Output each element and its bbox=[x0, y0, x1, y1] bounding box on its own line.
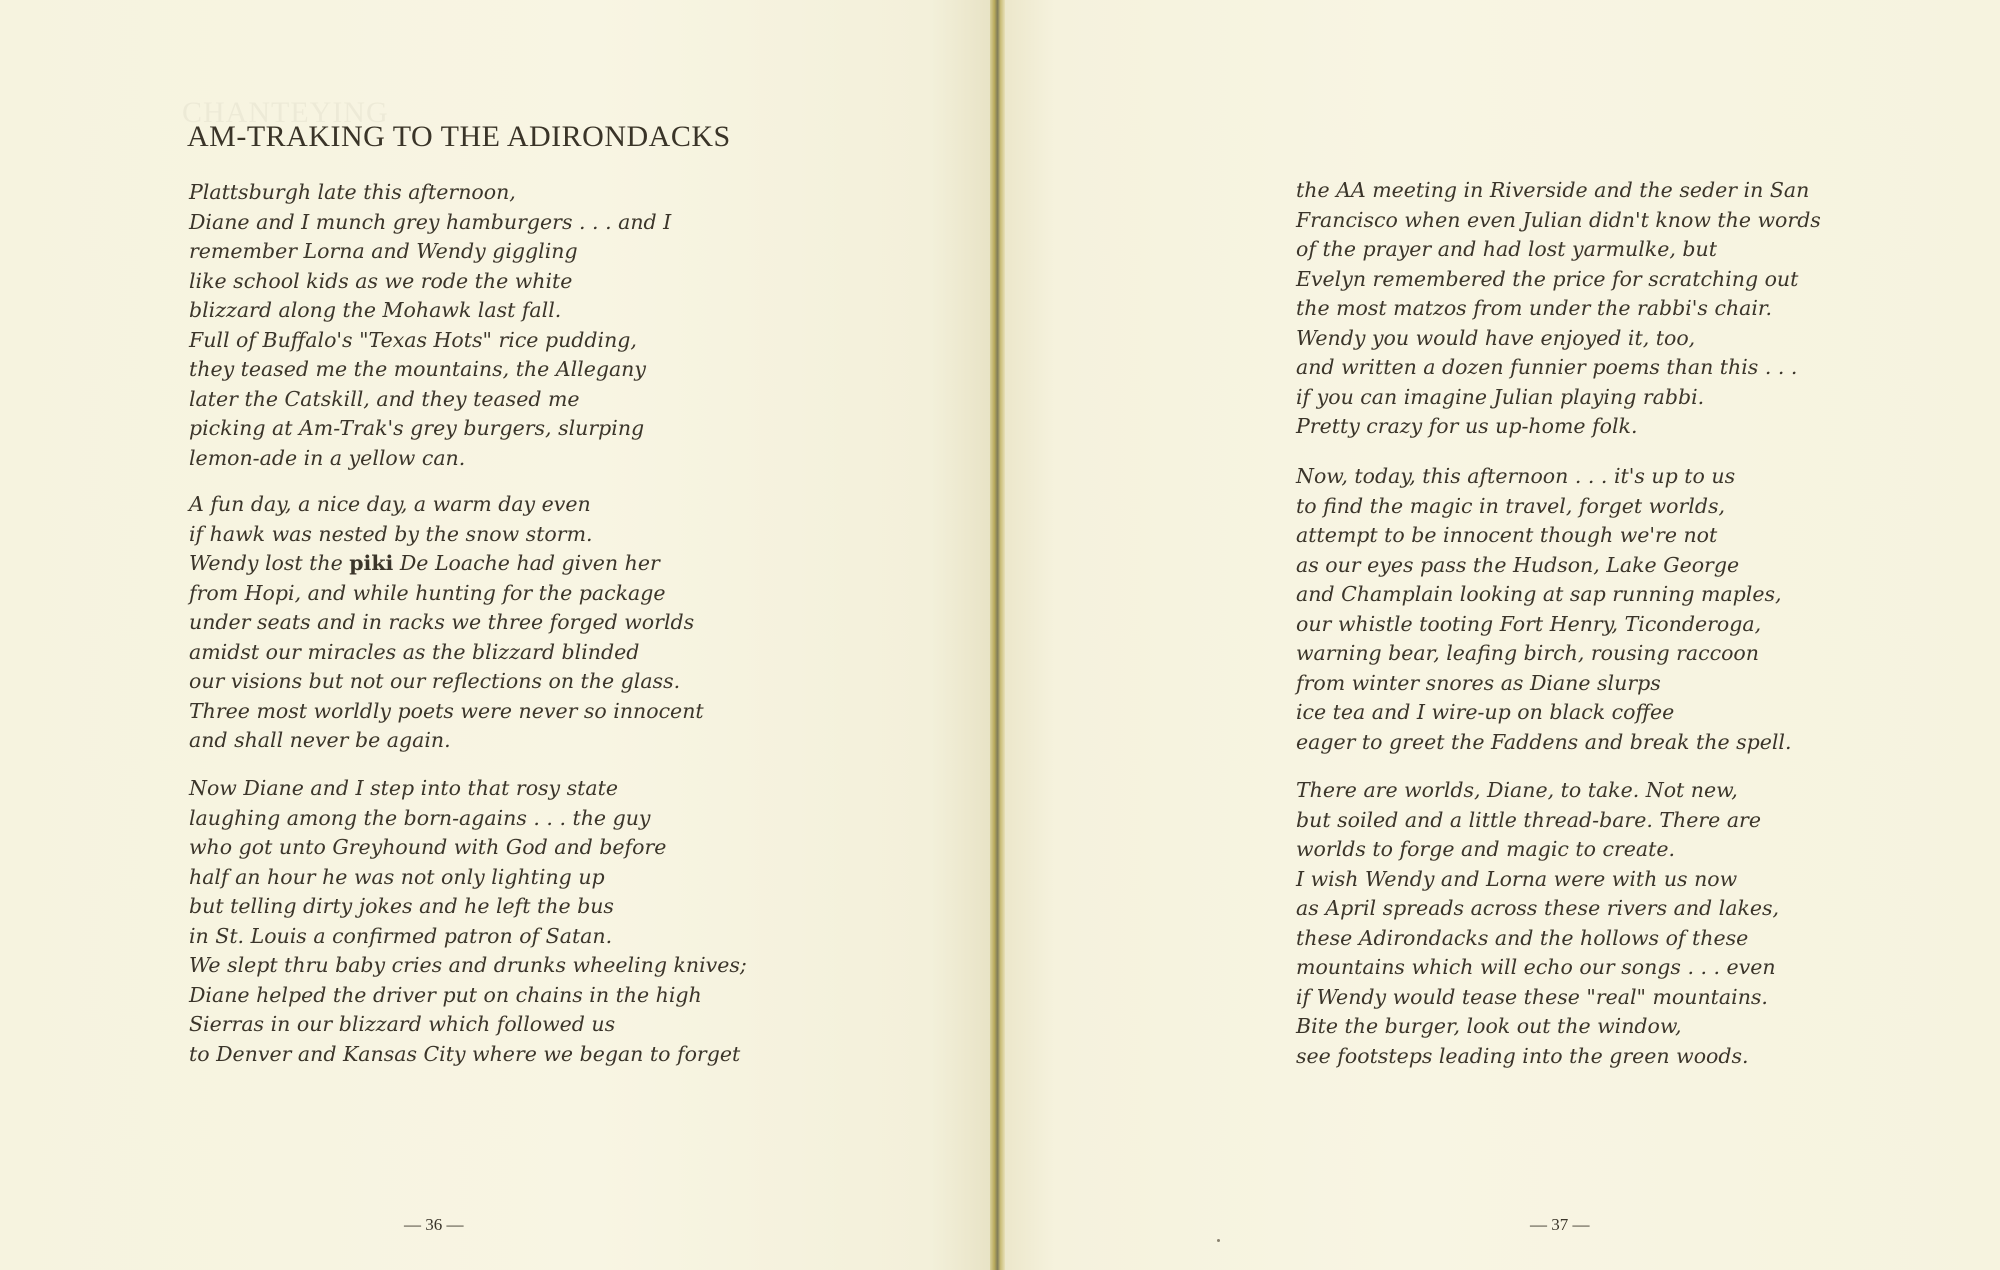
poem-line: like school kids as we rode the white bbox=[189, 268, 573, 293]
poem-line: ice tea and I wire-up on black coffee bbox=[1296, 700, 1675, 724]
poem-line: as our eyes pass the Hudson, Lake George bbox=[1296, 552, 1740, 577]
poem-line: as April spreads across these rivers and lakes, bbox=[1296, 896, 1780, 920]
stanza-6 bbox=[1296, 776, 1779, 1071]
right-page bbox=[1005, 0, 2000, 1270]
poem-line: We slept thru baby cries and drunks wheeling knives; bbox=[189, 953, 747, 977]
poem-line: A fun day, a nice day, a warm day even bbox=[189, 492, 591, 516]
paper-speck bbox=[1217, 1239, 1220, 1242]
poem-line: Evelyn remembered the price for scratching out bbox=[1296, 266, 1799, 291]
poem-line: Diane helped the driver put on chains in the high bbox=[189, 982, 702, 1007]
bleed-through-heading: CHANTEYING bbox=[182, 96, 389, 129]
poem-line: but telling dirty jokes and he left the bus bbox=[189, 894, 614, 918]
poem-line: to Denver and Kansas City where we began to forget bbox=[189, 1041, 741, 1066]
poem-line: Francisco when even Julian didn't know the words bbox=[1296, 207, 1821, 232]
poem-line: from Hopi, and while hunting for the package bbox=[189, 580, 666, 605]
poem-line: if you can imagine Julian playing rabbi. bbox=[1296, 384, 1705, 409]
poem-line: picking at Am-Trak's grey burgers, slurping bbox=[189, 416, 645, 440]
poem-line: they teased me the mountains, the Allegany bbox=[189, 357, 646, 381]
stanza-2 bbox=[189, 490, 704, 756]
poem-line: attempt to be innocent though we're not bbox=[1296, 523, 1718, 547]
poem-line bbox=[189, 549, 704, 579]
poem-line: our visions but not our reflections on the glass. bbox=[189, 669, 681, 693]
poem-line: the most matzos from under the rabbi's chair. bbox=[1296, 296, 1772, 320]
stanza-1 bbox=[189, 178, 671, 473]
poem-line: these Adirondacks and the hollows of these bbox=[1296, 925, 1749, 950]
poem-line: Diane and I munch grey hamburgers . . . and I bbox=[189, 209, 672, 234]
poem-line: half an hour he was not only lighting up bbox=[189, 864, 605, 889]
poem-line-end: De Loache had given her bbox=[393, 551, 660, 575]
stanza-3 bbox=[189, 774, 747, 1069]
poem-line: warning bear, leafing birch, rousing raccoon bbox=[1296, 641, 1759, 665]
poem-line: Three most worldly poets were never so innocent bbox=[189, 698, 704, 723]
poem-line: if Wendy would tease these "real" mountains. bbox=[1296, 984, 1768, 1009]
poem-line: and Champlain looking at sap running maples, bbox=[1296, 582, 1782, 606]
book-gutter bbox=[990, 0, 1005, 1270]
poem-line: Now, today, this afternoon . . . it's up to us bbox=[1296, 464, 1736, 488]
poem-line: our whistle tooting Fort Henry, Ticonderoga, bbox=[1296, 611, 1762, 636]
poem-line: see footsteps leading into the green woods. bbox=[1296, 1043, 1749, 1068]
poem-line: but soiled and a little thread-bare. There are bbox=[1296, 807, 1761, 832]
poem-line: and shall never be again. bbox=[189, 728, 451, 752]
poem-line: Now Diane and I step into that rosy state bbox=[189, 776, 618, 800]
poem-line: remember Lorna and Wendy giggling bbox=[189, 239, 578, 263]
poem-line: who got unto Greyhound with God and before bbox=[189, 835, 667, 859]
poem-line: from winter snores as Diane slurps bbox=[1296, 670, 1661, 695]
poem-line: There are worlds, Diane, to take. Not new, bbox=[1296, 778, 1738, 802]
poem-line: worlds to forge and magic to create. bbox=[1296, 837, 1676, 861]
poem-line: lemon-ade in a yellow can. bbox=[189, 445, 466, 470]
poem-line: the AA meeting in Riverside and the seder in San bbox=[1296, 178, 1810, 202]
poem-line: of the prayer and had lost yarmulke, but bbox=[1296, 237, 1717, 261]
poem-line: blizzard along the Mohawk last fall. bbox=[189, 298, 562, 322]
left-page bbox=[0, 0, 990, 1270]
page-number: — 36 — bbox=[404, 1215, 464, 1234]
poem-line: mountains which will echo our songs . . . even bbox=[1296, 955, 1776, 979]
poem-line: eager to greet the Faddens and break the spell. bbox=[1296, 729, 1792, 754]
poem-line: in St. Louis a confirmed patron of Satan. bbox=[189, 923, 613, 948]
poem-title: AM-TRAKING TO THE ADIRONDACKS bbox=[187, 120, 731, 153]
poem-line: I wish Wendy and Lorna were with us now bbox=[1296, 866, 1738, 891]
poem-line: later the Catskill, and they teased me bbox=[189, 386, 580, 411]
poem-line: Sierras in our blizzard which followed us bbox=[189, 1012, 616, 1036]
poem-line: if hawk was nested by the snow storm. bbox=[189, 521, 593, 546]
poem-line: to find the magic in travel, forget worlds, bbox=[1296, 493, 1726, 518]
poem-line: laughing among the born-agains . . . the guy bbox=[189, 805, 651, 830]
poem-line: Full of Buffalo's "Texas Hots" rice pudding, bbox=[189, 327, 637, 352]
poem-line: Bite the burger, look out the window, bbox=[1296, 1014, 1682, 1038]
stanza-4 bbox=[1296, 176, 1821, 442]
stanza-5 bbox=[1296, 462, 1792, 757]
poem-line: under seats and in racks we three forged worlds bbox=[189, 610, 695, 634]
poem-line: Pretty crazy for us up-home folk. bbox=[1296, 414, 1638, 438]
poem-line: Plattsburgh late this afternoon, bbox=[189, 180, 516, 204]
page-number: — 37 — bbox=[1530, 1215, 1590, 1234]
poem-line-start: Wendy lost the bbox=[189, 551, 350, 575]
piki-word: piki bbox=[349, 551, 394, 575]
poem-line: amidst our miracles as the blizzard blinded bbox=[189, 639, 640, 664]
poem-line: and written a dozen funnier poems than this . . . bbox=[1296, 355, 1798, 379]
poem-line: Wendy you would have enjoyed it, too, bbox=[1296, 325, 1696, 350]
